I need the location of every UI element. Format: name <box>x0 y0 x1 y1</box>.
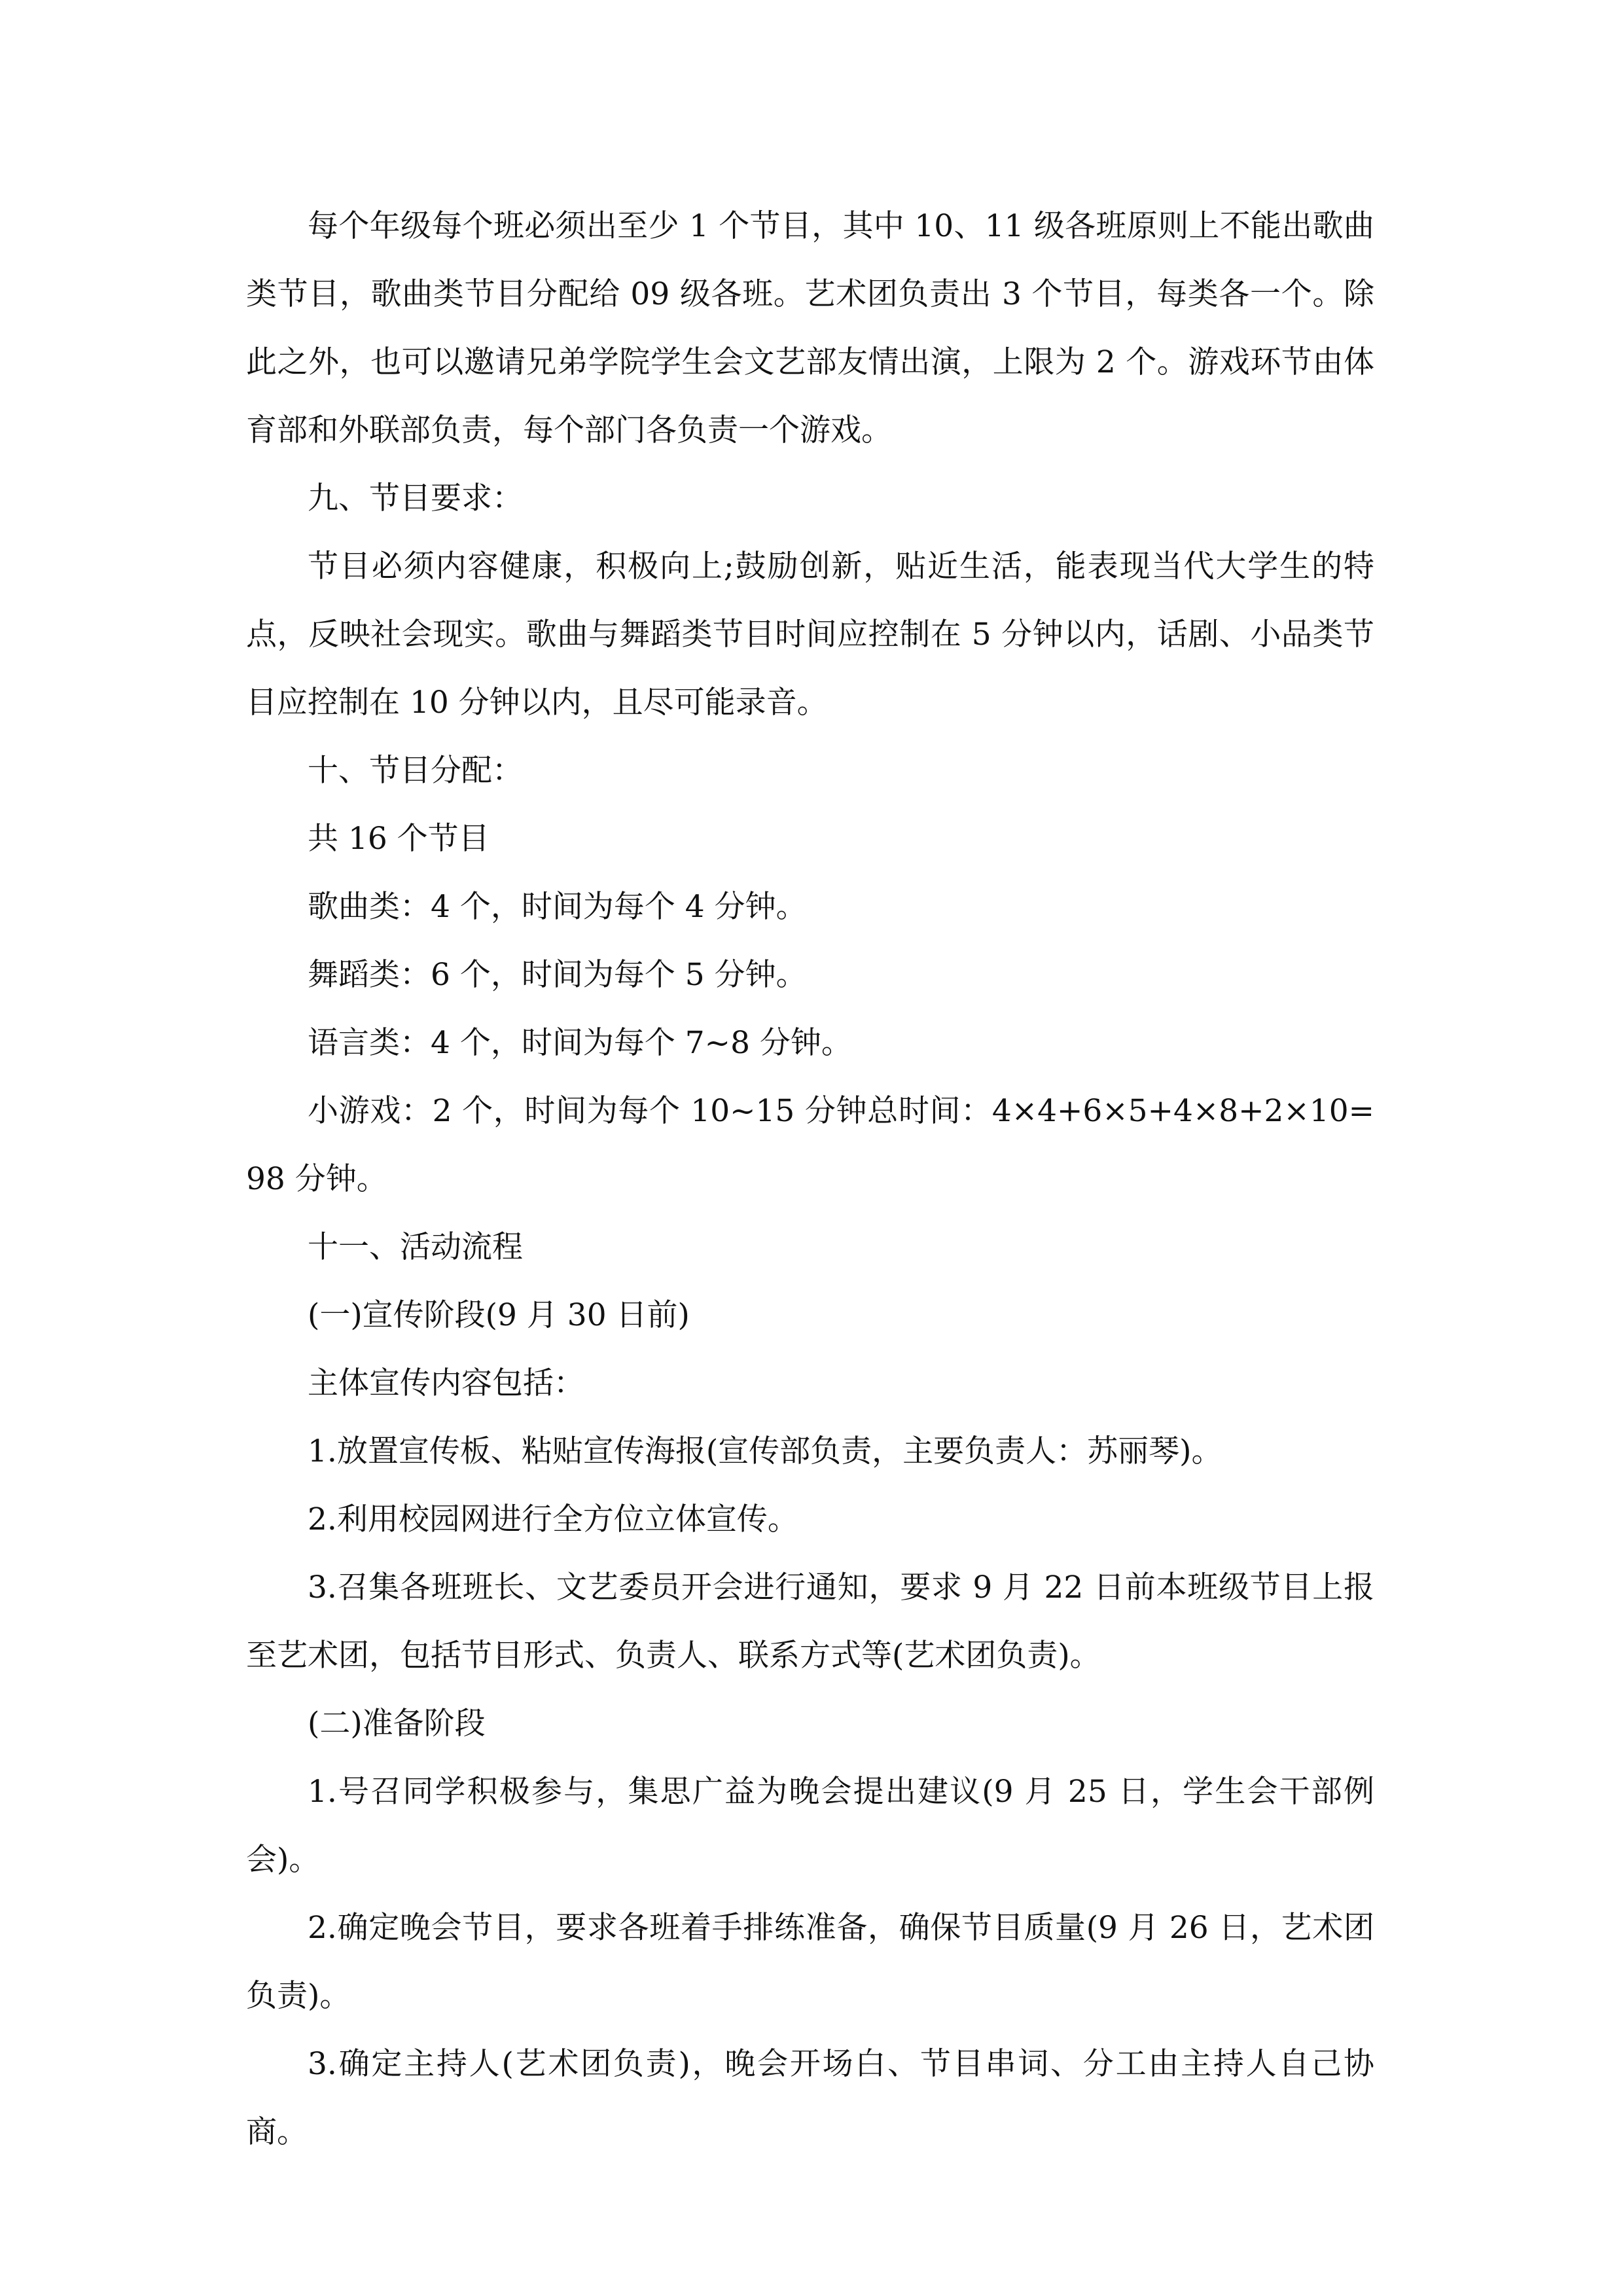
document-body <box>246 192 1374 2166</box>
allocation-total: 共 16 个节目 <box>308 821 490 857</box>
section-heading-process: 十一、活动流程 <box>308 1229 523 1265</box>
publicity-item-1: 1.放置宣传板、粘贴宣传海报(宣传部负责，主要负责人：苏丽琴)。 <box>308 1433 1222 1469</box>
subheading-preparation: (二)准备阶段 <box>308 1706 486 1742</box>
preparation-item-3: 3.确定主持人(艺术团负责)，晚会开场白、节目串词、分工由主持人自己协商。 <box>246 2046 1374 2150</box>
allocation-songs: 歌曲类：4 个，时间为每个 4 分钟。 <box>308 889 807 925</box>
allocation-dance: 舞蹈类：6 个，时间为每个 5 分钟。 <box>308 957 807 993</box>
paragraph-requirements: 节目必须内容健康，积极向上;鼓励创新，贴近生活，能表现当代大学生的特点，反映社会现实。歌曲与舞蹈类节目时间应控制在 5 分钟以内，话剧、小品类节目应控制在 10 分钟以内，且尽可能录音。 <box>246 548 1374 721</box>
section-heading-requirements: 九、节目要求： <box>308 480 523 516</box>
publicity-item-2: 2.利用校园网进行全方位立体宣传。 <box>308 1501 798 1537</box>
publicity-item-3: 3.召集各班班长、文艺委员开会进行通知，要求 9 月 22 日前本班级节目上报至艺术团，包括节目形式、负责人、联系方式等(艺术团负责)。 <box>246 1570 1374 1674</box>
publicity-intro: 主体宣传内容包括： <box>308 1365 584 1401</box>
allocation-language: 语言类：4 个，时间为每个 7~8 分钟。 <box>308 1025 852 1061</box>
section-heading-allocation: 十、节目分配： <box>308 753 523 789</box>
allocation-games-total-time: 小游戏：2 个，时间为每个 10~15 分钟总时间：4×4+6×5+4×8+2×10=98 分钟。 <box>246 1093 1374 1197</box>
preparation-item-1: 1.号召同学积极参与，集思广益为晚会提出建议(9 月 25 日，学生会干部例会)。 <box>246 1774 1374 1878</box>
subheading-publicity: (一)宣传阶段(9 月 30 日前) <box>308 1297 690 1333</box>
paragraph-program-quota: 每个年级每个班必须出至少 1 个节目，其中 10、11 级各班原则上不能出歌曲类节目，歌曲类节目分配给 09 级各班。艺术团负责出 3 个节目，每类各一个。除此之外，也可以邀请兄弟学院学生会文艺部友情出演，上限为 2 个。游戏环节由体育部和外联部负责，每个部门各负责一个游戏。 <box>246 208 1374 448</box>
preparation-item-2: 2.确定晚会节目，要求各班着手排练准备，确保节目质量(9 月 26 日，艺术团负责)。 <box>246 1910 1374 2014</box>
